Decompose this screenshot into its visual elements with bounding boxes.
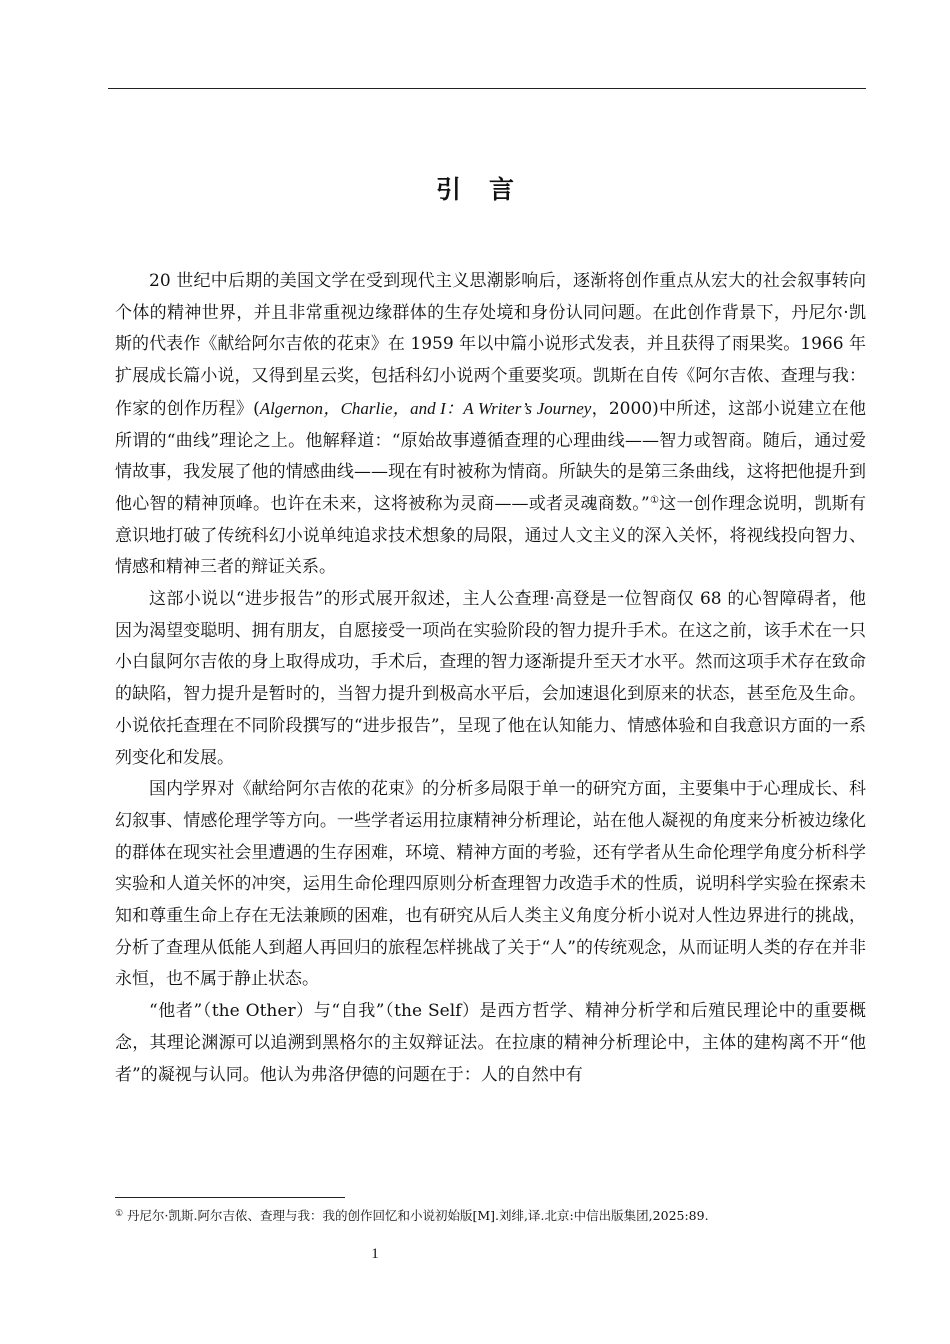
footnote-mark: ① — [115, 1209, 124, 1219]
book-title-english: Algernon，Charlie，and I：A Writer’s Journey — [259, 398, 592, 418]
page-number: 1 — [371, 1246, 379, 1262]
paragraph-2: 这部小说以“进步报告”的形式展开叙述，主人公查理·高登是一位智商仅 68 的心智障碍者，他因为渴望变聪明、拥有朋友，自愿接受一项尚在实验阶段的智力提升手术。在这之前，该手术在一只小白鼠阿尔吉侬的身上取得成功，手术后，查理的智力逐渐提升至天才水平。然而这项手术存在致命的缺陷，智力提升是暂时的，当智力提升到极高水平后，会加速退化到原来的状态，甚至危及生命。小说依托查理在不同阶段撰写的“进步报告”，呈现了他在认知能力、情感体验和自我意识方面的一系列变化和发展。 — [115, 589, 866, 768]
paragraph-3: 国内学界对《献给阿尔吉侬的花束》的分析多局限于单一的研究方面，主要集中于心理成长、科幻叙事、情感伦理学等方向。一些学者运用拉康精神分析理论，站在他人凝视的角度来分析被边缘化的群体在现实社会里遭遇的生存困难，环境、精神方面的考验，还有学者从生命伦理学角度分析科学实验和人道关怀的冲突，运用生命伦理四原则分析查理智力改造手术的性质，说明科学实验在探索未知和尊重生命上存在无法兼顾的困难，也有研究从后人类主义角度分析小说对人性边界进行的挑战，分析了查理从低能人到超人再回归的旅程怎样挑战了关于“人”的传统观念，从而证明人类的存在并非永恒，也不属于静止状态。 — [115, 779, 866, 990]
header-rule — [108, 88, 866, 89]
paragraph-1 — [115, 266, 866, 584]
paragraph-4: “他者”（the Other）与“自我”（the Self）是西方哲学、精神分析学和后殖民理论中的重要概念，其理论渊源可以追溯到黑格尔的主奴辩证法。在拉康的精神分析理论中，主体的建构离不开“他者”的凝视与认同。他认为弗洛伊德的问题在于：人的自然中有 — [115, 1001, 866, 1085]
paragraph-1-text-a: 20 世纪中后期的美国文学在受到现代主义思潮影响后，逐渐将创作重点从宏大的社会叙事转向个体的精神世界，并且非常重视边缘群体的生存处境和身份认同问题。在此创作背景下，丹尼尔·凯斯的代表作《献给阿尔吉侬的花束》在 1959 年以中篇小说形式发表，并且获得了雨果奖。1966 年扩展成长篇小说，又得到星云奖，包括科幻小说两个重要奖项。凯斯在自传《阿尔吉侬、查理与我：作家的创作历程》( — [115, 271, 866, 419]
body-text — [115, 266, 866, 1091]
paragraph-1-text-b: ，2000)中所述，这部小说建立在他所谓的“曲线”理论之上。他解释道：“原始故事遵循查理的心理曲线——智力或智商。随后，通过爱情故事，我发展了他的情感曲线——现在有时被称为情商。所缺失的是第三条曲线，这将把他提升到他心智的精神顶峰。也许在未来，这将被称为灵商——或者灵魂商数。” — [115, 398, 866, 514]
section-title: 引言 — [435, 175, 542, 204]
footnote — [115, 1205, 866, 1227]
footnote-text: 丹尼尔·凯斯.阿尔吉侬、查理与我：我的创作回忆和小说初始版[M].刘绯,译.北京:中信出版集团,2025:89. — [123, 1208, 709, 1223]
paragraph-1-text-c: 这一创作理念说明，凯斯有意识地打破了传统科幻小说单纯追求技术想象的局限，通过人文主义的深入关怀，将视线投向智力、情感和精神三者的辩证关系。 — [115, 493, 866, 578]
footnote-rule — [115, 1197, 345, 1198]
footnote-reference[interactable]: ① — [649, 494, 660, 506]
